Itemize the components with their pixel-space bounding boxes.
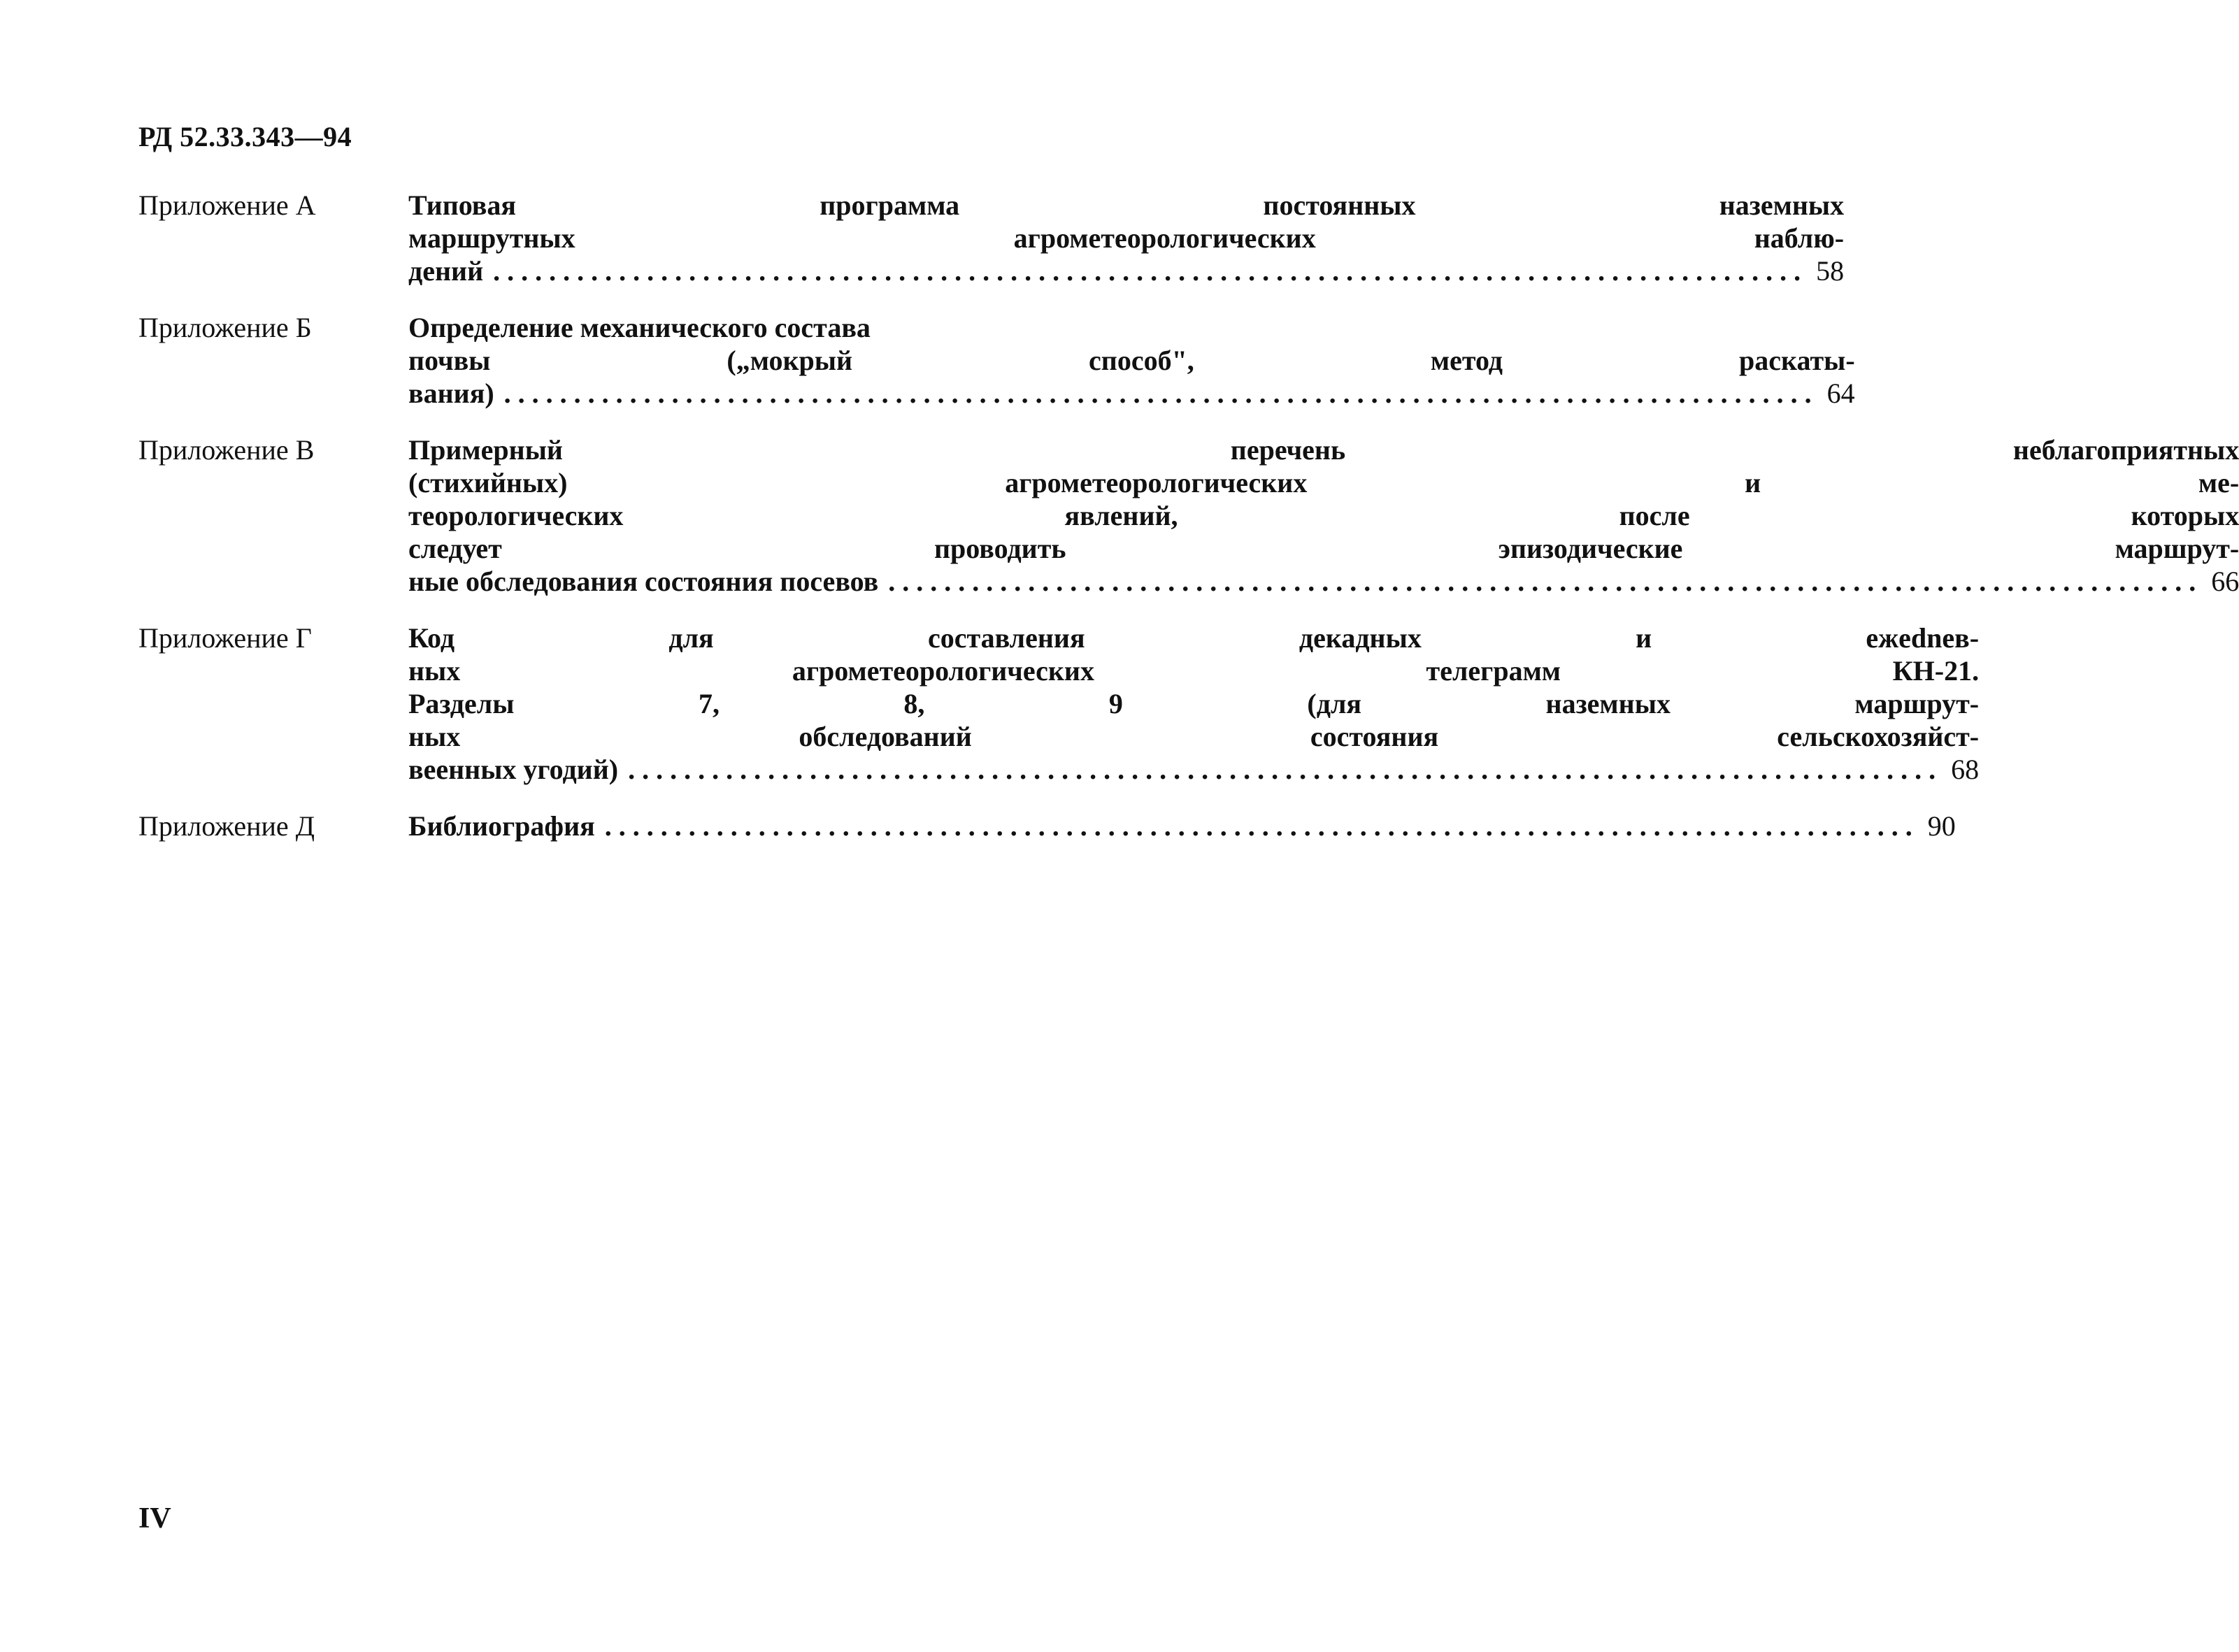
dot-leader — [504, 377, 1812, 410]
page-number: 66 — [2211, 566, 2239, 597]
entry-title — [408, 311, 1855, 410]
page-number-roman: IV — [138, 1502, 171, 1535]
entry-title-line: Примерный перечень неблагоприятных — [408, 434, 2239, 466]
toc-entry-appendix-a[interactable] — [138, 189, 1845, 287]
entry-title-last-line — [408, 810, 1956, 842]
entry-title-line: Определение механического состава — [408, 312, 871, 343]
page-number: 64 — [1826, 378, 1855, 409]
appendix-label: Приложение В — [138, 434, 315, 466]
entry-title-last-line — [408, 377, 1855, 410]
entry-title-line: почвы („мокрый способ", метод раскаты- — [408, 345, 1855, 376]
appendix-label: Приложение Б — [138, 312, 312, 343]
document-code: РД 52.33.343—94 — [138, 121, 352, 152]
appendix-label: Приложение Д — [138, 810, 315, 842]
entry-title — [408, 810, 1956, 842]
toc-entry-appendix-v[interactable] — [138, 433, 2239, 598]
page-number: 58 — [1816, 255, 1845, 287]
appendix-label: Приложение А — [138, 189, 316, 221]
entry-title-tail: вания) — [408, 378, 494, 409]
entry-title-line: ных агрометеорологических телеграмм КН-21. — [408, 655, 1980, 687]
table-of-contents — [138, 189, 2239, 866]
entry-title — [408, 433, 2239, 598]
dot-leader — [493, 254, 1801, 287]
dot-leader — [888, 565, 2196, 598]
entry-title-last-line — [408, 753, 1979, 786]
entry-title — [408, 622, 1979, 786]
entry-title-last-line — [408, 254, 1844, 287]
entry-title-line: теорологических явлений, после которых — [408, 500, 2239, 531]
entry-title-line: маршрутных агрометеорологических наблю- — [408, 222, 1845, 254]
dot-leader — [605, 810, 1912, 842]
entry-title-tail: Библиография — [408, 810, 595, 842]
entry-title-line: следует проводить эпизодические маршрут- — [408, 533, 2239, 564]
entry-title-line: ных обследований состояния сельскохозяйст- — [408, 721, 1980, 752]
entry-title-line: (стихийных) агрометеорологических и ме- — [408, 467, 2239, 498]
entry-title-tail: ные обследования состояния посевов — [408, 566, 879, 597]
entry-title-tail: веенных угодий) — [408, 754, 619, 785]
entry-title-line: Код для составления декадных и ежednев- — [408, 622, 1980, 654]
dot-leader — [628, 753, 1936, 786]
appendix-label: Приложение Г — [138, 622, 312, 654]
toc-entry-appendix-g[interactable] — [138, 622, 1980, 786]
entry-title-tail: дений — [408, 255, 484, 287]
toc-entry-appendix-b[interactable] — [138, 311, 1855, 410]
toc-entry-appendix-d[interactable] — [138, 810, 1956, 842]
entry-title-line: Разделы 7, 8, 9 (для наземных маршрут- — [408, 688, 1980, 719]
page-number: 90 — [1927, 810, 1956, 842]
entry-title-line: Типовая программа постоянных наземных — [408, 189, 1845, 221]
page-number: 68 — [1951, 754, 1980, 785]
entry-title — [408, 189, 1844, 287]
entry-title-last-line — [408, 565, 2239, 598]
